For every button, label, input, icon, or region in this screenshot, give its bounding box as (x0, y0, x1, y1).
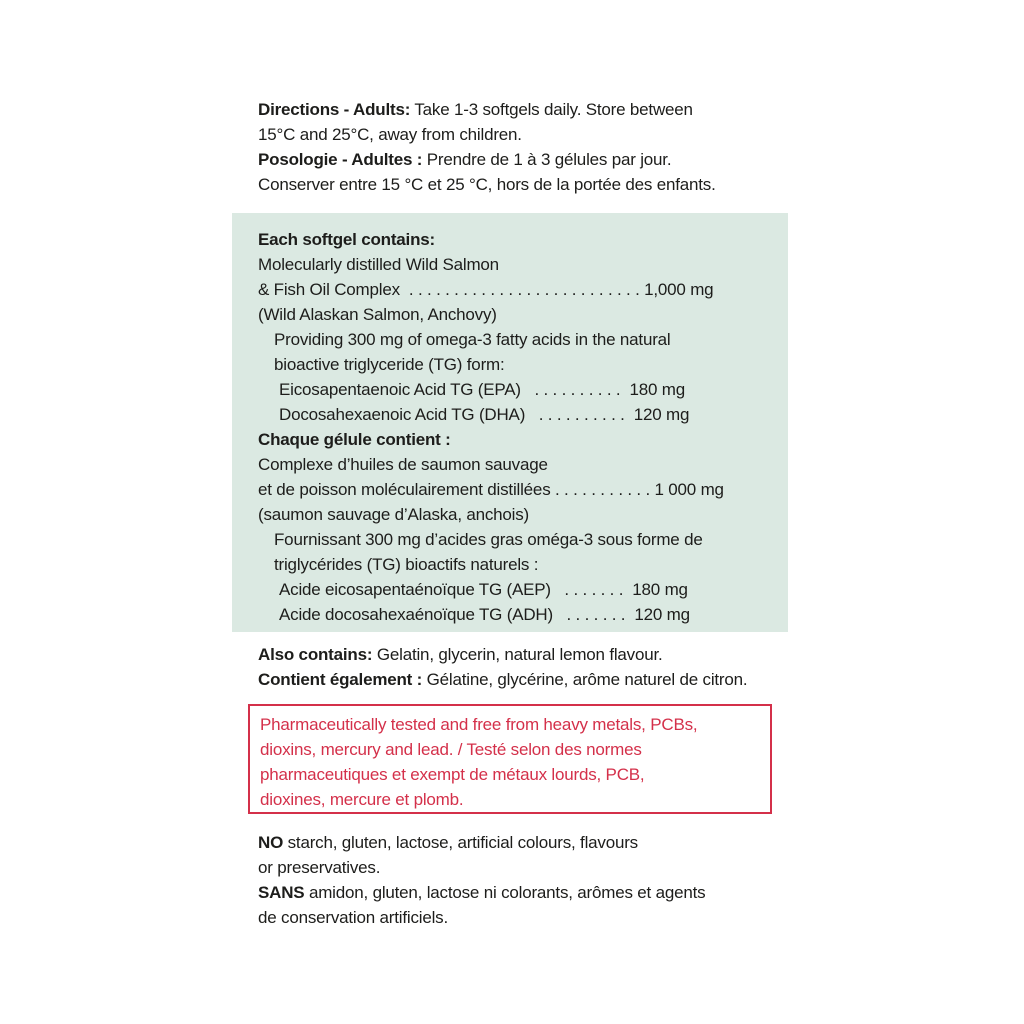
directions-line-en-2 (258, 122, 798, 147)
free-from-line-en-1: NO starch, gluten, lactose, artificial colours, flavours (258, 833, 638, 852)
facts-line-salmon-source: (Wild Alaskan Salmon, Anchovy) (258, 305, 497, 324)
purity-line-1: Pharmaceutically tested and free from heavy metals, PCBs, (260, 715, 698, 734)
directions-heading-en: Directions - Adults: (258, 100, 411, 119)
facts-line-dha-en: Docosahexaenoic Acid TG (DHA) . . . . . . . . . . 120 mg (279, 405, 690, 424)
also-contains-heading-en: Also contains: (258, 645, 373, 664)
directions-line-fr-1 (258, 147, 798, 172)
free-from-line-en-2: or preservatives. (258, 858, 381, 877)
facts-line-epa-en: Eicosapentaenoic Acid TG (EPA) . . . . . . . . . . 180 mg (279, 380, 685, 399)
purity-statement-box (248, 704, 772, 814)
free-from-line-fr-1: SANS amidon, gluten, lactose ni colorants, arômes et agents (258, 883, 706, 902)
facts-line-saumon-source: (saumon sauvage d’Alaska, anchois) (258, 505, 530, 524)
also-contains-line-en: Also contains: Gelatin, glycerin, natural lemon flavour. (258, 645, 663, 664)
facts-heading-en: Each softgel contains: (258, 230, 435, 249)
facts-line-omega3-en-2: bioactive triglyceride (TG) form: (274, 355, 505, 374)
directions-text-en-1: Take 1-3 softgels daily. Store between (410, 100, 693, 119)
directions-line-en-1 (258, 97, 798, 122)
directions-section (258, 97, 798, 197)
purity-line-2: dioxins, mercury and lead. / Testé selon des normes (260, 740, 642, 759)
also-contains-section (258, 642, 798, 692)
free-from-line-fr-2: de conservation artificiels. (258, 908, 448, 927)
facts-line-aep-fr: Acide eicosapentaénoïque TG (AEP) . . . . . . . 180 mg (279, 580, 688, 599)
directions-line-fr-2 (258, 172, 798, 197)
free-from-section (258, 830, 798, 930)
facts-line-salmon-1: Molecularly distilled Wild Salmon (258, 255, 499, 274)
facts-line-adh-fr: Acide docosahexaénoïque TG (ADH) . . . . . . . 120 mg (279, 605, 690, 624)
directions-text-en-2: 15°C and 25°C, away from children. (258, 125, 522, 144)
directions-text-fr-2: Conserver entre 15 °C et 25 °C, hors de la portée des enfants. (258, 175, 716, 194)
facts-line-omega3-en-1: Providing 300 mg of omega-3 fatty acids in the natural (274, 330, 671, 349)
directions-text-fr-1: Prendre de 1 à 3 gélules par jour. (422, 150, 672, 169)
purity-line-3: pharmaceutiques et exempt de métaux lourds, PCB, (260, 765, 645, 784)
facts-line-saumon-amount: et de poisson moléculairement distillées . . . . . . . . . . . 1 000 mg (258, 480, 724, 499)
ingredients-panel (232, 213, 788, 632)
free-from-heading-fr: SANS (258, 883, 305, 902)
facts-line-saumon-1: Complexe d’huiles de saumon sauvage (258, 455, 548, 474)
facts-line-omega3-fr-1: Fournissant 300 mg d’acides gras oméga-3 sous forme de (274, 530, 703, 549)
free-from-heading-en: NO (258, 833, 284, 852)
also-contains-line-fr: Contient également : Gélatine, glycérine, arôme naturel de citron. (258, 670, 748, 689)
directions-heading-fr: Posologie - Adultes : (258, 150, 423, 169)
facts-line-salmon-amount: & Fish Oil Complex . . . . . . . . . . . . . . . . . . . . . . . . . . 1,000 mg (258, 280, 714, 299)
facts-line-omega3-fr-2: triglycérides (TG) bioactifs naturels : (274, 555, 539, 574)
facts-heading-fr: Chaque gélule contient : (258, 430, 451, 449)
purity-line-4: dioxines, mercure et plomb. (260, 790, 464, 809)
also-contains-heading-fr: Contient également : (258, 670, 423, 689)
